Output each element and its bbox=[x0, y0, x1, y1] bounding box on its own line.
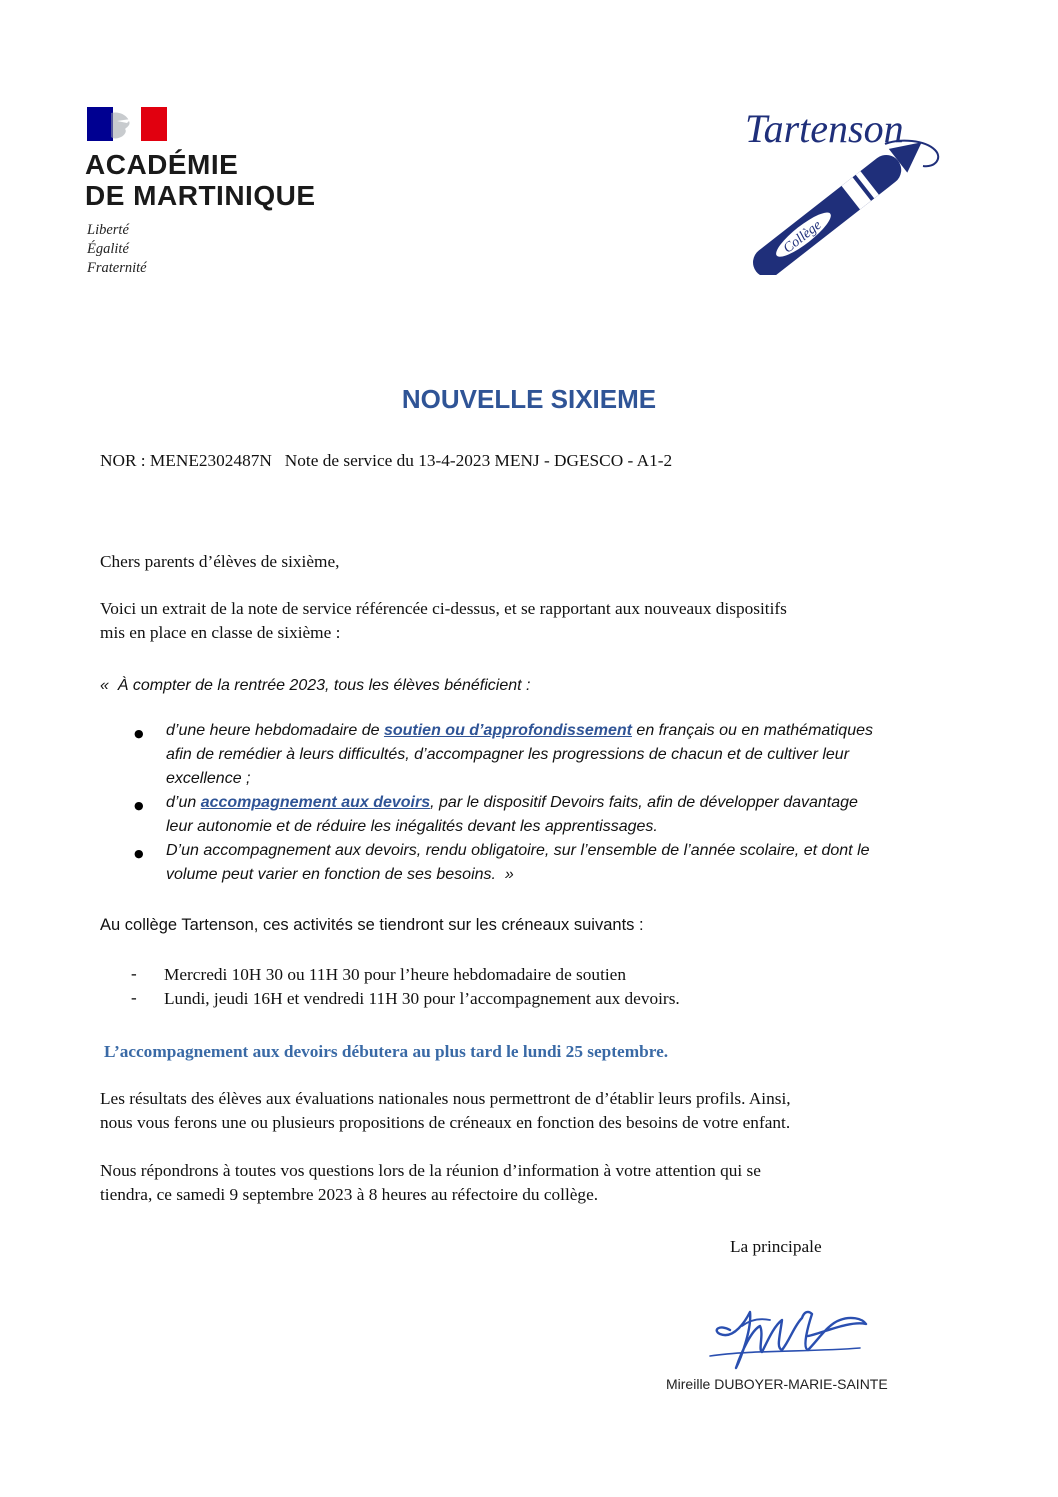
page-title: NOUVELLE SIXIEME bbox=[401, 384, 657, 414]
motto-fraternite: Fraternité bbox=[87, 260, 147, 276]
accompagnement-link[interactable]: accompagnement aux devoirs bbox=[200, 794, 431, 811]
bullet-1-text-before: d’une heure hebdomadaire de bbox=[166, 722, 384, 739]
dash-icon: - bbox=[131, 964, 137, 983]
bullet-icon: ● bbox=[134, 847, 144, 860]
schedule-item: Lundi, jeudi 16H et vendredi 11H 30 pour l’accompagnement aux devoirs. bbox=[164, 989, 680, 1008]
intro-line-1: Voici un extrait de la note de service référencée ci-dessus, et se rapportant aux nouveaux dispositifs bbox=[100, 599, 787, 618]
soutien-link[interactable]: soutien ou d’approfondissement bbox=[383, 722, 632, 739]
results-line-1: Les résultats des élèves aux évaluations nationales nous permettront de d’établir leurs profils. Ainsi, bbox=[100, 1089, 791, 1108]
bullet-1-line-1 bbox=[166, 722, 873, 740]
signatory-name: Mireille DUBOYER-MARIE-SAINTE bbox=[666, 1376, 888, 1392]
bullet-3-line-1: D’un accompagnement aux devoirs, rendu obligatoire, sur l’ensemble de l’année scolaire, et dont le bbox=[166, 842, 870, 859]
bullet-3-line-2: volume peut varier en fonction de ses besoins. » bbox=[166, 866, 514, 883]
meeting-line-2: tiendra, ce samedi 9 septembre 2023 à 8 heures au réfectoire du collège. bbox=[100, 1185, 599, 1204]
highlight-notice: L’accompagnement aux devoirs débutera au plus tard le lundi 25 septembre. bbox=[104, 1042, 669, 1061]
college-intro: Au collège Tartenson, ces activités se tiendront sur les créneaux suivants : bbox=[100, 916, 644, 934]
academie-logo bbox=[87, 107, 367, 287]
quote-intro: « À compter de la rentrée 2023, tous les élèves bénéficient : bbox=[100, 677, 531, 694]
motto-egalite: Égalité bbox=[87, 241, 129, 257]
college-tartenson-logo bbox=[725, 100, 965, 275]
tartenson-logo-text bbox=[745, 106, 904, 151]
bullet-icon: ● bbox=[134, 727, 144, 740]
bullet-1-line-2: afin de remédier à leurs difficultés, d’accompagner les progressions de chacun et de cultiver leur bbox=[166, 746, 850, 763]
pen-icon bbox=[747, 130, 931, 275]
bullet-icon: ● bbox=[134, 799, 144, 812]
academie-name-line1: ACADÉMIE bbox=[85, 149, 239, 180]
pen-label: Collège bbox=[780, 217, 825, 257]
logo-script-text: Tartenson bbox=[745, 106, 904, 151]
bullet-2-line-1 bbox=[166, 794, 858, 812]
bullet-1-line-3: excellence ; bbox=[166, 770, 251, 787]
salutation: Chers parents d’élèves de sixième, bbox=[100, 552, 340, 571]
handwritten-signature bbox=[690, 1290, 880, 1380]
schedule-item: Mercredi 10H 30 ou 11H 30 pour l’heure hebdomadaire de soutien bbox=[164, 965, 626, 984]
meeting-line-1: Nous répondrons à toutes vos questions lors de la réunion d’information à votre attention qui se bbox=[100, 1161, 761, 1180]
motto-liberte: Liberté bbox=[87, 222, 129, 238]
bullet-2-text-before: d’un bbox=[166, 794, 201, 811]
bullet-2-text-after: , par le dispositif Devoirs faits, afin de développer davantage bbox=[430, 794, 858, 811]
bullet-1-text-after: en français ou en mathématiques bbox=[631, 722, 873, 739]
results-line-2: nous vous ferons une ou plusieurs propositions de créneaux en fonction des besoins de votre enfant. bbox=[100, 1113, 791, 1132]
marianne-flag-icon bbox=[87, 107, 167, 141]
signatory-role: La principale bbox=[730, 1237, 822, 1256]
bullet-2-line-2: leur autonomie et de réduire les inégalités devant les apprentissages. bbox=[166, 818, 658, 835]
reference-line: NOR : MENE2302487N Note de service du 13-4-2023 MENJ - DGESCO - A1-2 bbox=[100, 451, 673, 470]
dash-icon: - bbox=[131, 988, 137, 1007]
intro-line-2: mis en place en classe de sixième : bbox=[100, 623, 341, 642]
academie-name-line2: DE MARTINIQUE bbox=[85, 180, 316, 211]
